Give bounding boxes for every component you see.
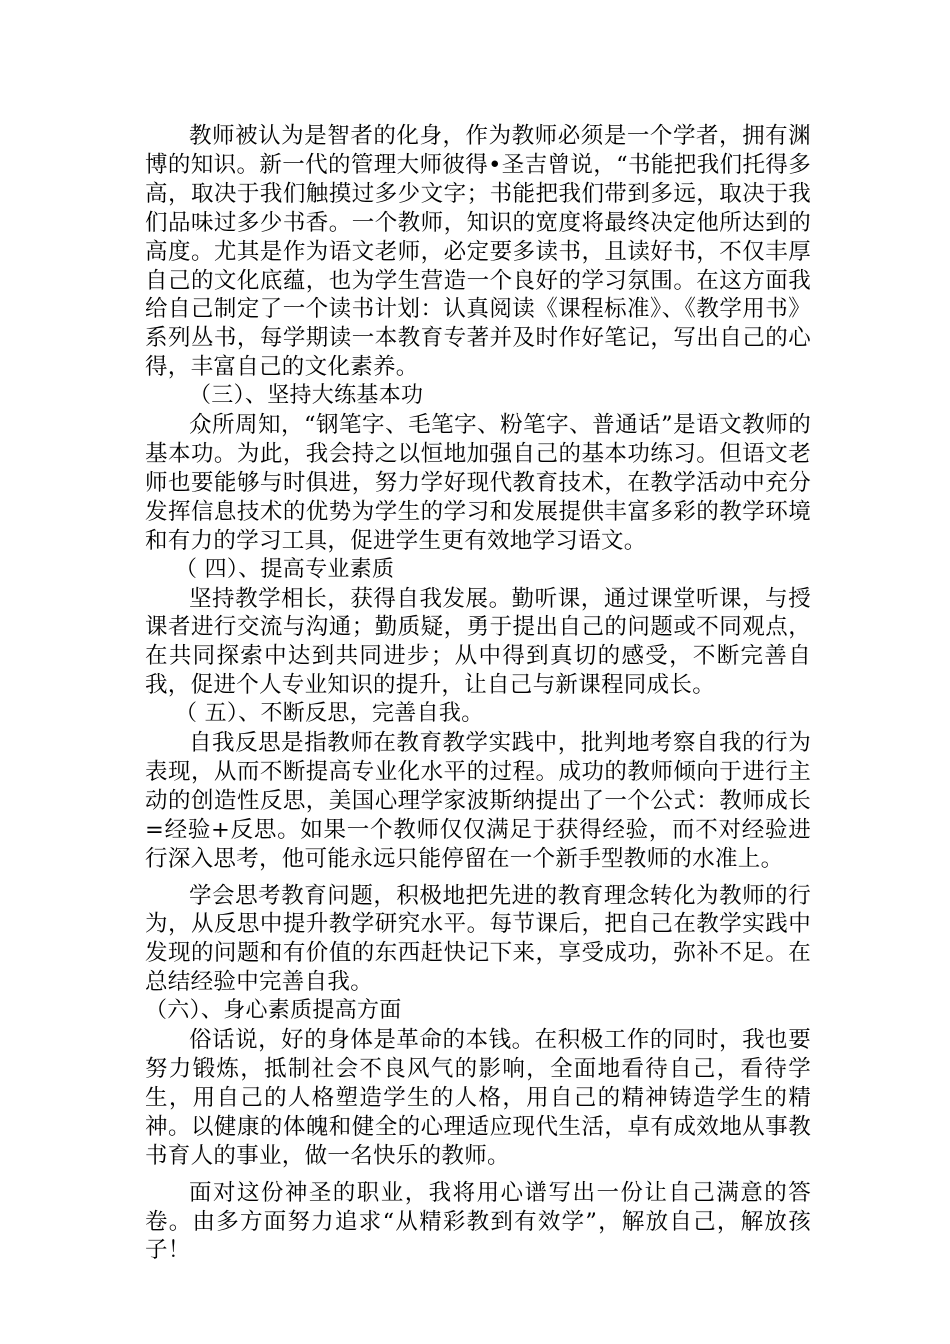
paragraph-reading-plan: 教师被认为是智者的化身，作为教师必须是一个学者，拥有渊博的知识。新一代的管理大师彼得•圣吉曾说，“书能把我们托得多高，取决于我们触摸过多少文字；书能把我们带到多远，取决于我们品味过多少书香。一个教师，知识的宽度将最终决定他所达到的高度。尤其是作为语文老师，必定要多读书，且读好书，不仅丰厚自己的文化底蕴，也为学生营造一个良好的学习氛围。在这方面我给自己制定了一个读书计划：认真阅读《课程标准》、《教学用书》系列丛书，每学期读一本教育专著并及时作好笔记，写出自己的心得，丰富自己的文化素养。 bbox=[145, 123, 811, 381]
document-page bbox=[145, 122, 811, 1265]
paragraph-basic-skills: 众所周知，“钢笔字、毛笔字、粉笔字、普通话”是语文教师的基本功。为此，我会持之以恒地加强自己的基本功练习。但语文老师也要能够与时俱进，努力学好现代教育技术，在教学活动中充分发挥信息技术的优势为学生的学习和发展提供丰富多彩的教学环境和有力的学习工具，促进学生更有效地学习语文。 bbox=[145, 412, 811, 554]
heading-basic-skills: （三）、坚持大练基本功 bbox=[189, 383, 424, 409]
heading-professional-quality: （ 四）、提高专业素质 bbox=[175, 556, 395, 582]
paragraph-mind-body: 俗话说，好的身体是革命的本钱。在积极工作的同时，我也要努力锻炼，抵制社会不良风气的影响，全面地看待自己，看待学生，用自己的人格塑造学生的人格，用自己的精神铸造学生的精神。以健康的体魄和健全的心理适应现代生活，卓有成效地从事教书育人的事业，做一名快乐的教师。 bbox=[145, 1027, 811, 1169]
heading-reflection: （ 五）、不断反思，完善自我。 bbox=[175, 701, 484, 727]
paragraph-professional-quality: 坚持教学相长，获得自我发展。勤听课，通过课堂听课，与授课者进行交流与沟通；勤质疑，勇于提出自己的问题或不同观点，在共同探索中达到共同进步；从中得到真切的感受，不断完善自我，促进个人专业知识的提升，让自己与新课程同成长。 bbox=[145, 585, 811, 699]
heading-mind-body: （六）、身心素质提高方面 bbox=[145, 998, 402, 1024]
paragraph-conclusion: 面对这份神圣的职业，我将用心谱写出一份让自己满意的答卷。由多方面努力追求“从精彩教到有效学”，解放自己，解放孩子！ bbox=[145, 1179, 811, 1264]
paragraph-reflection-definition: 自我反思是指教师在教育教学实践中，批判地考察自我的行为表现，从而不断提高专业化水平的过程。成功的教师倾向于进行主动的创造性反思，美国心理学家波斯纳提出了一个公式：教师成长=经验+反思。如果一个教师仅仅满足于获得经验，而不对经验进行深入思考，他可能永远只能停留在一个新手型教师的水准上。 bbox=[145, 730, 811, 872]
paragraph-gap bbox=[145, 874, 811, 882]
paragraph-gap bbox=[145, 1171, 811, 1179]
paragraph-reflection-practice: 学会思考教育问题，积极地把先进的教育理念转化为教师的行为，从反思中提升教学研究水平。每节课后，把自己在教学实践中发现的问题和有价值的东西赶快记下来，享受成功，弥补不足。在总结经验中完善自我。 bbox=[145, 882, 811, 996]
